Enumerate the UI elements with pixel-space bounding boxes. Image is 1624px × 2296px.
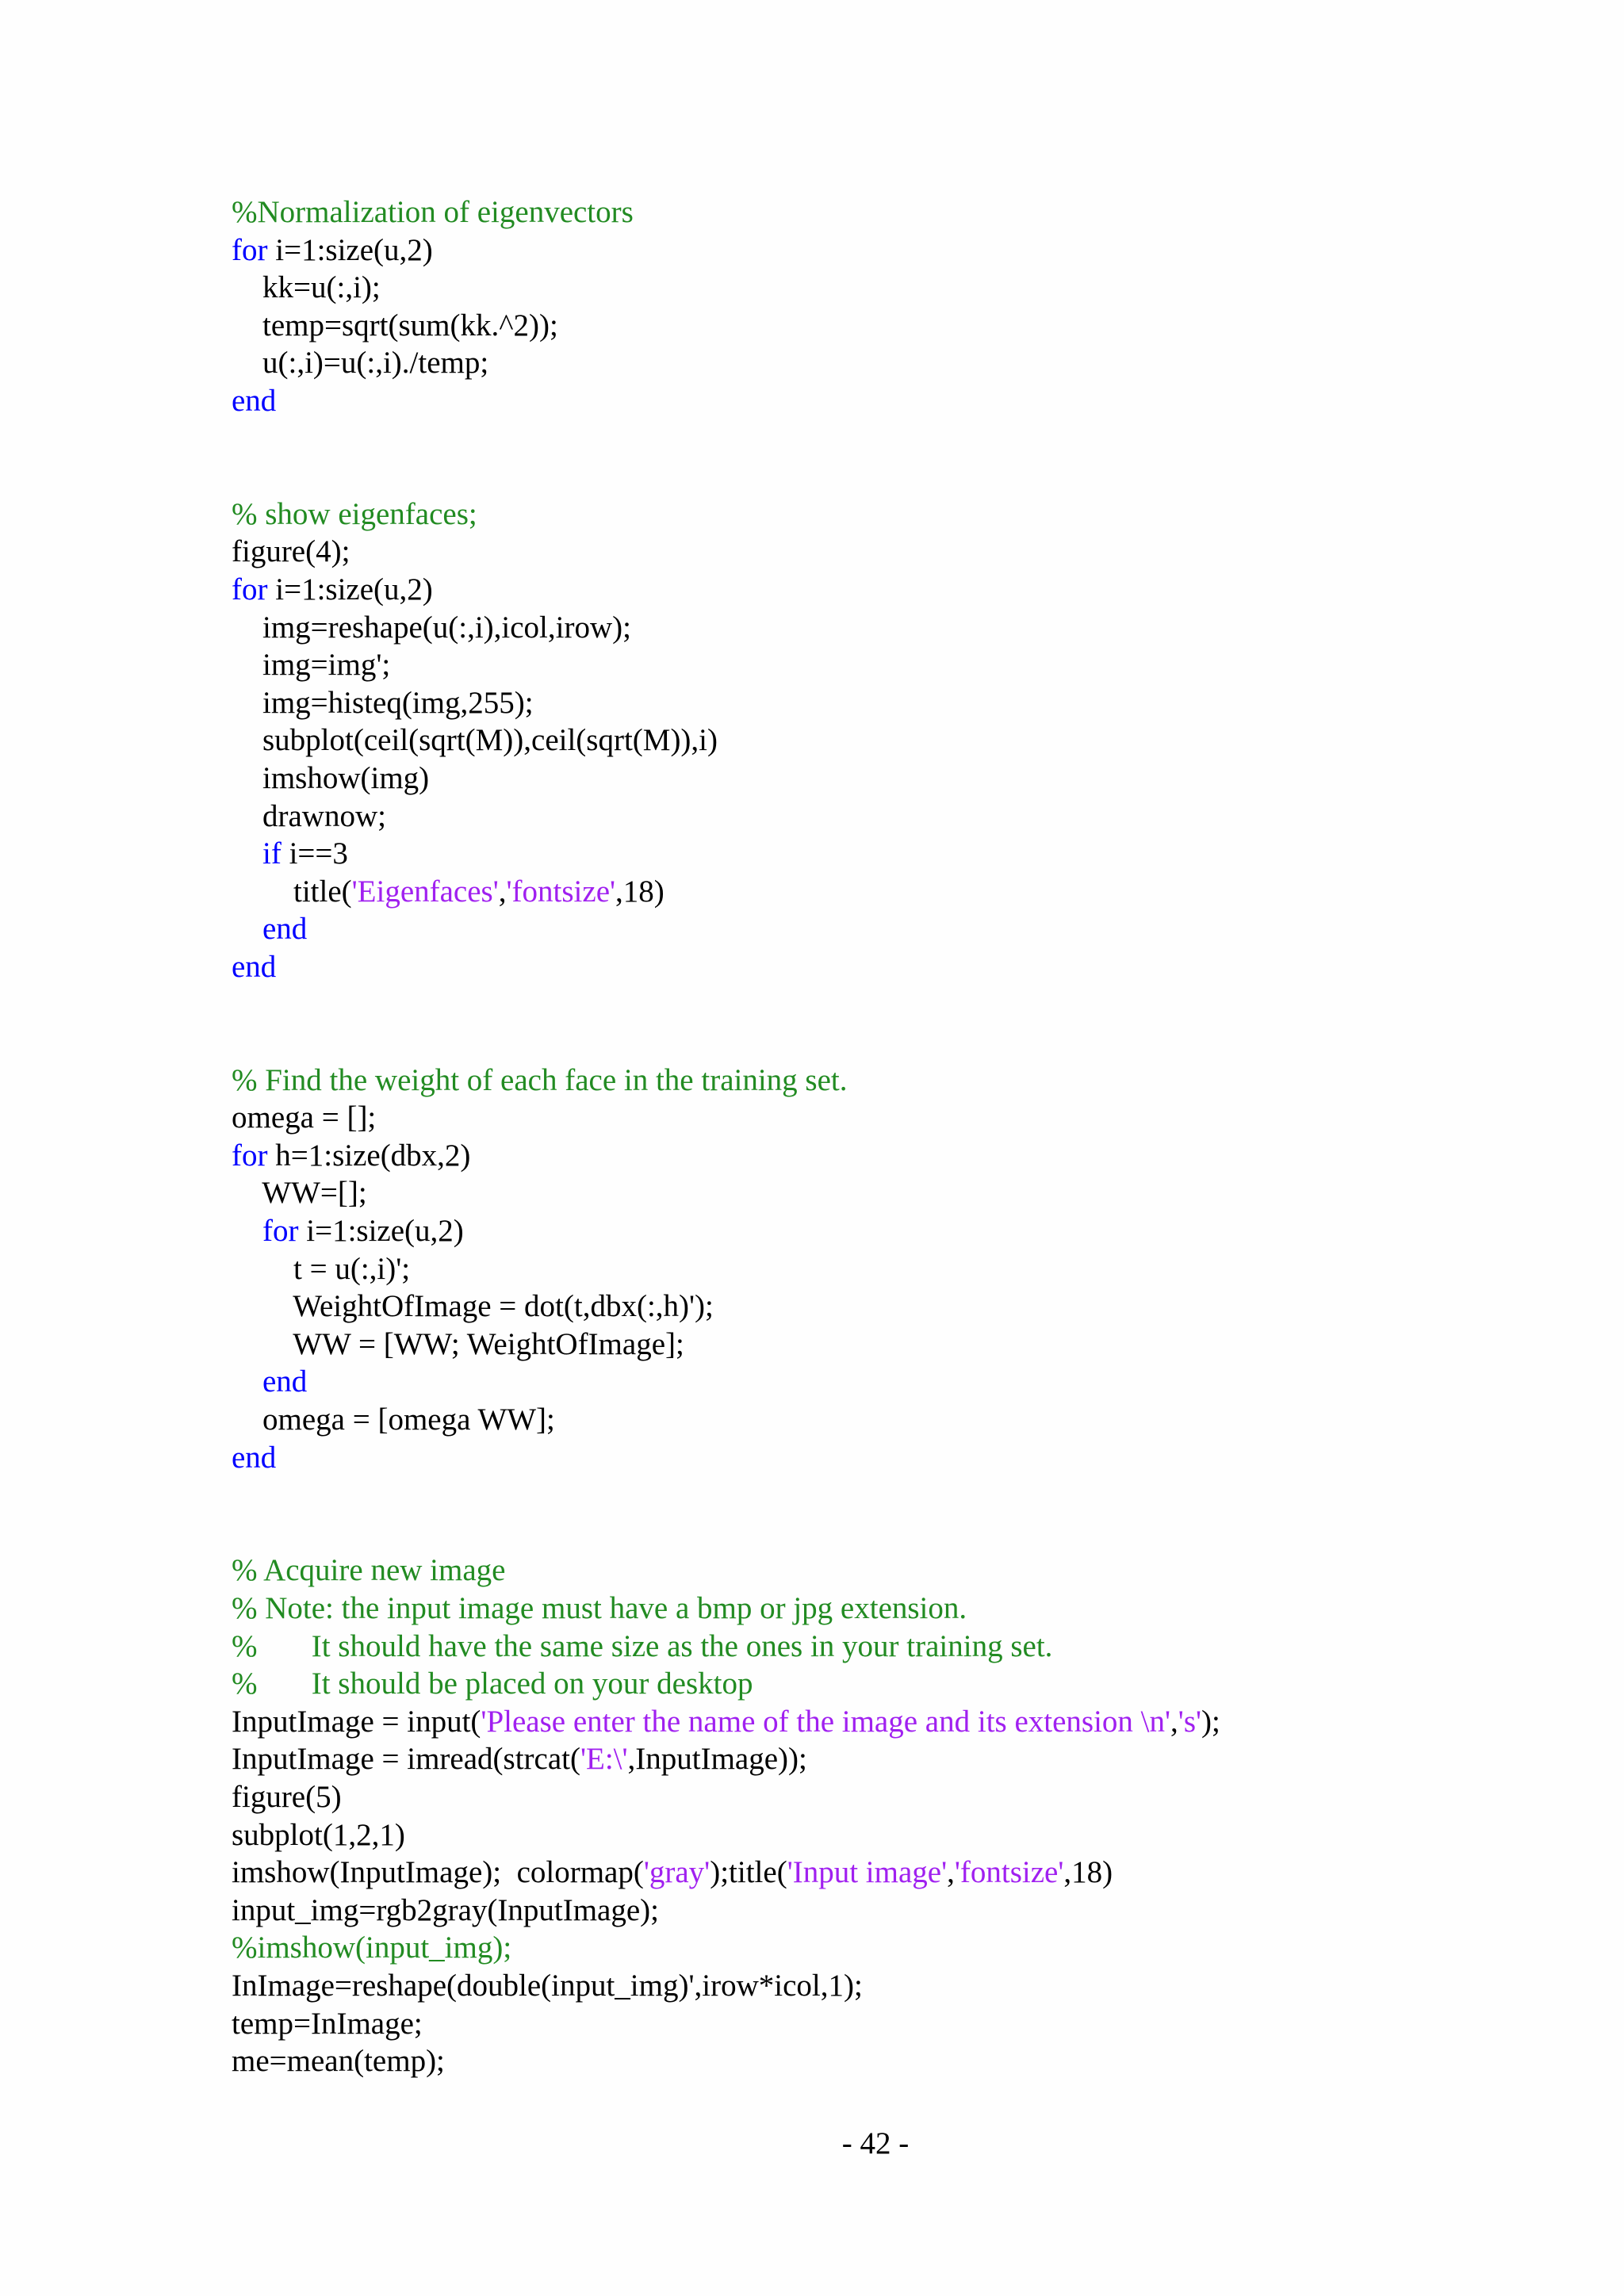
code-token: title(	[232, 874, 352, 909]
code-line	[232, 684, 1580, 722]
keyword-token: for	[232, 232, 268, 267]
code-line	[232, 232, 1580, 270]
code-line	[232, 1552, 1580, 1590]
code-line	[232, 1250, 1580, 1288]
keyword-token: if	[232, 836, 282, 871]
code-line	[232, 1854, 1580, 1892]
string-token: 'fontsize'	[506, 874, 616, 909]
code-token: InImage=reshape(double(input_img)',irow*icol,1);	[232, 1968, 863, 2003]
code-token: omega = [omega WW];	[232, 1402, 555, 1437]
code-token: temp=sqrt(sum(kk.^2));	[232, 308, 558, 342]
code-line	[232, 1137, 1580, 1175]
comment-token: % It should have the same size as the ones in your training set.	[232, 1628, 1053, 1663]
code-line	[232, 760, 1580, 798]
code-token: figure(4);	[232, 534, 350, 569]
code-line	[232, 1174, 1580, 1212]
code-line	[232, 1363, 1580, 1401]
code-token: imshow(img)	[232, 760, 430, 795]
string-token: 'Input image'	[787, 1855, 948, 1890]
code-line	[232, 1892, 1580, 1930]
string-token: 'Please enter the name of the image and its extension \n'	[481, 1704, 1171, 1739]
code-line	[232, 344, 1580, 382]
code-line	[232, 1401, 1580, 1439]
code-line	[232, 646, 1580, 684]
code-token: ,	[498, 874, 507, 909]
code-token: ,18)	[1063, 1855, 1113, 1890]
code-line	[232, 571, 1580, 609]
code-token: i==3	[281, 836, 348, 871]
comment-token: %imshow(input_img);	[232, 1931, 512, 1965]
code-token: i=1:size(u,2)	[267, 232, 433, 267]
code-line	[232, 1288, 1580, 1326]
page-number: - 42 -	[841, 2126, 910, 2160]
comment-token: % show eigenfaces;	[232, 496, 477, 531]
code-line	[232, 609, 1580, 647]
keyword-token: end	[232, 949, 277, 984]
code-token: me=mean(temp);	[232, 2044, 445, 2079]
code-line	[232, 496, 1580, 534]
code-line	[232, 1740, 1580, 1778]
code-line	[232, 1665, 1580, 1703]
code-token: WeightOfImage = dot(t,dbx(:,h)');	[232, 1289, 714, 1324]
code-token: i=1:size(u,2)	[298, 1214, 464, 1249]
code-line	[232, 1099, 1580, 1137]
code-token: img=img';	[232, 648, 391, 683]
keyword-token: end	[232, 383, 277, 418]
keyword-token: for	[232, 572, 268, 607]
string-token: 's'	[1178, 1704, 1202, 1739]
blank-line	[232, 457, 1580, 496]
code-token: i=1:size(u,2)	[267, 572, 433, 607]
comment-token: % Find the weight of each face in the training set.	[232, 1062, 848, 1097]
code-token: ,	[947, 1855, 955, 1890]
code-token: img=histeq(img,255);	[232, 685, 534, 720]
code-line	[232, 798, 1580, 836]
code-token: InputImage = imread(strcat(	[232, 1742, 580, 1777]
code-token: WW = [WW; WeightOfImage];	[232, 1326, 684, 1361]
code-line	[232, 873, 1580, 911]
keyword-token: end	[232, 1364, 308, 1399]
keyword-token: end	[232, 1440, 277, 1475]
code-token: );	[1201, 1704, 1220, 1739]
comment-token: % Note: the input image must have a bmp or jpg extension.	[232, 1590, 967, 1625]
code-line	[232, 910, 1580, 948]
string-token: 'gray'	[643, 1855, 710, 1890]
code-token: t = u(:,i)';	[232, 1251, 411, 1286]
code-token: figure(5)	[232, 1779, 342, 1814]
code-listing	[232, 193, 1580, 2080]
code-token: omega = [];	[232, 1100, 377, 1135]
keyword-token: for	[232, 1214, 299, 1249]
comment-token: % Acquire new image	[232, 1553, 506, 1588]
code-line	[232, 1929, 1580, 1967]
blank-line	[232, 1514, 1580, 1552]
code-line	[232, 1778, 1580, 1816]
code-line	[232, 721, 1580, 760]
code-line	[232, 382, 1580, 420]
code-token: WW=[];	[232, 1176, 367, 1211]
code-line	[232, 533, 1580, 571]
comment-token: %Normalization of eigenvectors	[232, 195, 634, 229]
code-line	[232, 1326, 1580, 1364]
code-line	[232, 307, 1580, 345]
code-token: ,18)	[615, 874, 665, 909]
code-token: h=1:size(dbx,2)	[267, 1138, 471, 1173]
code-line	[232, 948, 1580, 986]
code-token: input_img=rgb2gray(InputImage);	[232, 1892, 659, 1927]
code-line	[232, 193, 1580, 232]
code-token: subplot(ceil(sqrt(M)),ceil(sqrt(M)),i)	[232, 723, 718, 758]
code-line	[232, 1212, 1580, 1250]
code-line	[232, 1967, 1580, 2005]
code-token: imshow(InputImage); colormap(	[232, 1855, 644, 1890]
code-line	[232, 1062, 1580, 1100]
blank-line	[232, 420, 1580, 458]
code-token: subplot(1,2,1)	[232, 1817, 405, 1852]
code-token: );title(	[710, 1855, 787, 1890]
code-line	[232, 2042, 1580, 2080]
code-token: ,	[1170, 1704, 1178, 1739]
code-line	[232, 1816, 1580, 1854]
string-token: 'Eigenfaces'	[351, 874, 499, 909]
blank-line	[232, 1476, 1580, 1514]
code-line	[232, 1628, 1580, 1666]
code-token: temp=InImage;	[232, 2006, 423, 2041]
code-line	[232, 1703, 1580, 1741]
code-token: u(:,i)=u(:,i)./temp;	[232, 346, 489, 381]
code-line	[232, 1439, 1580, 1477]
code-token: img=reshape(u(:,i),icol,irow);	[232, 610, 631, 645]
code-line	[232, 269, 1580, 307]
code-token: drawnow;	[232, 798, 386, 833]
string-token: 'E:\'	[580, 1742, 628, 1777]
code-token: ,InputImage));	[627, 1742, 807, 1777]
comment-token: % It should be placed on your desktop	[232, 1667, 753, 1701]
code-token: InputImage = input(	[232, 1704, 481, 1739]
code-token: kk=u(:,i);	[232, 270, 381, 305]
code-line	[232, 2005, 1580, 2043]
string-token: 'fontsize'	[954, 1855, 1064, 1890]
code-line	[232, 835, 1580, 873]
blank-line	[232, 985, 1580, 1024]
code-line	[232, 1590, 1580, 1628]
blank-line	[232, 1024, 1580, 1062]
keyword-token: for	[232, 1138, 268, 1173]
keyword-token: end	[232, 912, 308, 947]
